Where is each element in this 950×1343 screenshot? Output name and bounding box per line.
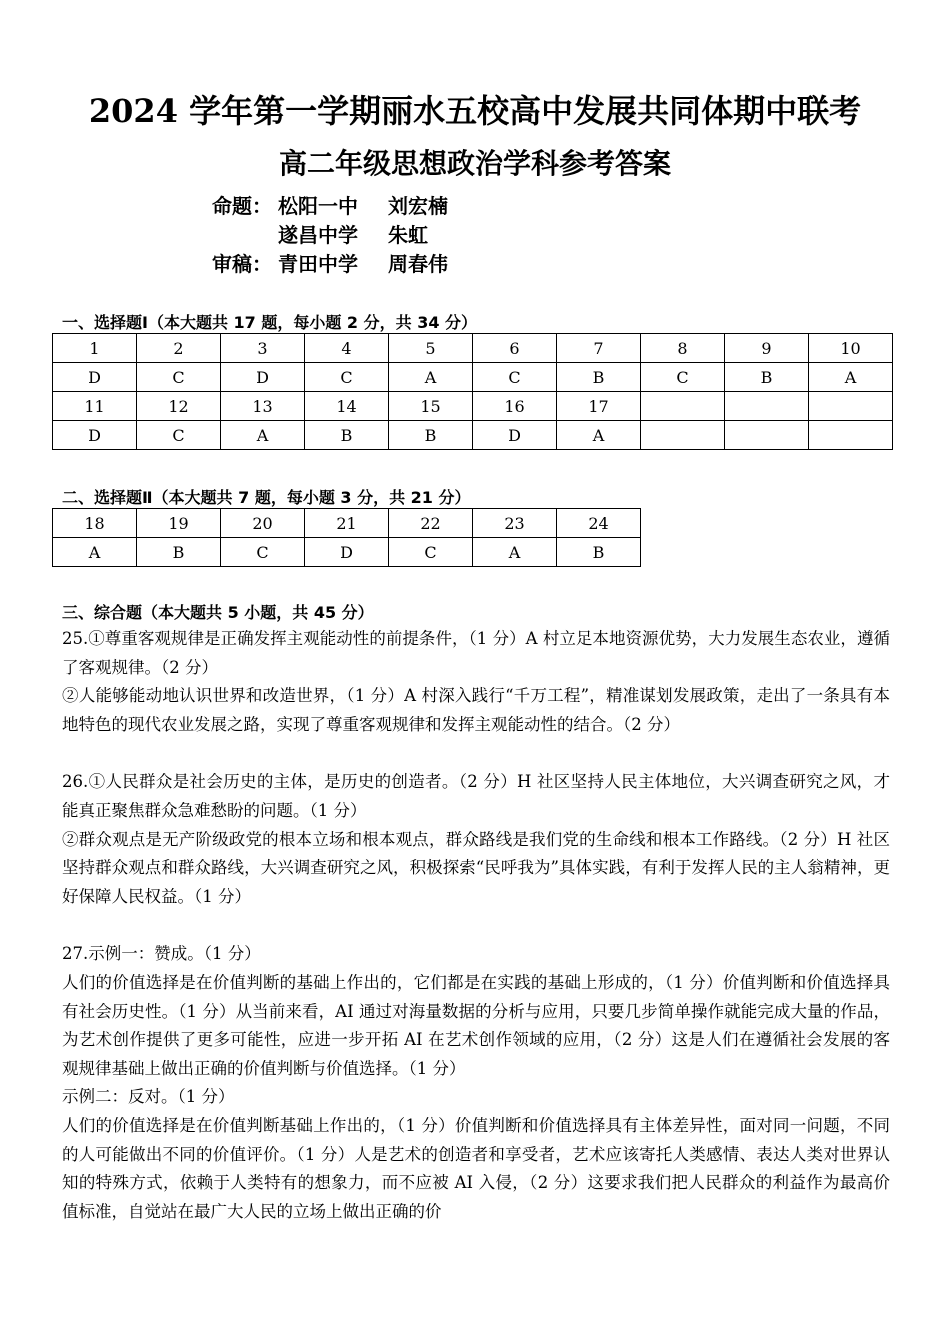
table-cell: 19	[137, 509, 221, 538]
table-cell: A	[389, 363, 473, 392]
table-cell: C	[221, 538, 305, 567]
q27-example-1-stance: 27.示例一：赞成。（1 分）	[62, 944, 261, 964]
table-row	[53, 392, 893, 421]
author-row	[212, 221, 448, 250]
table-row	[53, 363, 893, 392]
table-cell: 18	[53, 509, 137, 538]
table-cell	[641, 392, 725, 421]
table-cell: 17	[557, 392, 641, 421]
section3-heading: 三、综合题（本大题共 5 小题，共 45 分）	[62, 603, 374, 622]
table-cell: A	[557, 421, 641, 450]
table-cell: B	[137, 538, 221, 567]
author-school: 青田中学	[278, 252, 358, 276]
table-cell: 6	[473, 334, 557, 363]
table-cell	[809, 392, 893, 421]
authors-block	[212, 192, 448, 279]
table-cell: D	[53, 363, 137, 392]
q26-point-2: ②群众观点是无产阶级政党的根本立场和根本观点，群众路线是我们党的生命线和根本工作路线。（2 分）H 社区坚持群众观点和群众路线，大兴调查研究之风，积极探索“民呼我为”具体实践，有利于发挥人民的主人翁精神，更好保障人民权益。（1 分）	[62, 829, 890, 906]
table-cell: 3	[221, 334, 305, 363]
page-subtitle: 高二年级思想政治学科参考答案	[278, 147, 671, 180]
q27-example-2-text: 人们的价值选择是在价值判断基础上作出的，（1 分）价值判断和价值选择具有主体差异性，面对同一问题，不同的人可能做出不同的价值评价。（1 分）人是艺术的创造者和享受者，艺术应该寄托人类感情、表达人类对世界认知的特殊方式，依赖于人类特有的想象力，而不应被 AI 入侵，（2 分）这要求我们把人民群众的利益作为最高价值标准，自觉站在最广大人民的立场上做出正确的价	[62, 1115, 890, 1221]
table-cell: 9	[725, 334, 809, 363]
q25-point-1: 25.①尊重客观规律是正确发挥主观能动性的前提条件，（1 分）A 村立足本地资源优势，大力发展生态农业，遵循了客观规律。（2 分）	[62, 629, 890, 677]
table-cell: C	[305, 363, 389, 392]
table-cell: 15	[389, 392, 473, 421]
q27-example-1-text: 人们的价值选择是在价值判断的基础上作出的，它们都是在实践的基础上形成的，（1 分）价值判断和价值选择具有社会历史性。（1 分）从当前来看，AI 通过对海量数据的分析与应用，只要几步简单操作就能完成大量的作品，为艺术创作提供了更多可能性，应进一步开拓 AI 在艺术创作领域的应用，（2 分）这是人们在遵循社会发展的客观规律基础上做出正确的价值判断与价值选择。（1 分）	[62, 972, 890, 1078]
table-cell: 1	[53, 334, 137, 363]
table-cell: 10	[809, 334, 893, 363]
author-row	[212, 250, 448, 279]
author-name: 刘宏楠	[388, 194, 448, 218]
table-cell: B	[305, 421, 389, 450]
table-cell	[641, 421, 725, 450]
table-row	[53, 334, 893, 363]
table-cell: 13	[221, 392, 305, 421]
table-cell: 11	[53, 392, 137, 421]
table-cell: B	[557, 363, 641, 392]
table-cell: A	[473, 538, 557, 567]
q26-point-1: 26.①人民群众是社会历史的主体，是历史的创造者。（2 分）H 社区坚持人民主体地位，大兴调查研究之风，才能真正聚焦群众急难愁盼的问题。（1 分）	[62, 772, 890, 820]
table-cell: 20	[221, 509, 305, 538]
section3-answers	[62, 625, 890, 1226]
table-cell: B	[725, 363, 809, 392]
table-cell: D	[473, 421, 557, 450]
table-cell: A	[809, 363, 893, 392]
section2-answer-table	[52, 508, 641, 567]
table-row	[53, 509, 641, 538]
table-cell: 7	[557, 334, 641, 363]
table-cell: 23	[473, 509, 557, 538]
author-role: 审稿：	[212, 252, 272, 276]
table-cell	[809, 421, 893, 450]
table-cell: C	[641, 363, 725, 392]
table-cell: 21	[305, 509, 389, 538]
author-role	[212, 221, 278, 250]
table-cell: 14	[305, 392, 389, 421]
table-cell: B	[389, 421, 473, 450]
q25-point-2: ②人能够能动地认识世界和改造世界，（1 分）A 村深入践行“千万工程”，精准谋划发展政策，走出了一条具有本地特色的现代农业发展之路，实现了尊重客观规律和发挥主观能动性的结合。（2 分）	[62, 686, 890, 734]
table-cell: 16	[473, 392, 557, 421]
table-cell	[725, 392, 809, 421]
table-cell: D	[305, 538, 389, 567]
table-cell: 12	[137, 392, 221, 421]
table-cell: C	[473, 363, 557, 392]
page-title: 2024 学年第一学期丽水五校高中发展共同体期中联考	[88, 92, 862, 130]
table-cell: 2	[137, 334, 221, 363]
table-cell: D	[221, 363, 305, 392]
section1-answer-table	[52, 333, 893, 450]
table-cell: C	[389, 538, 473, 567]
author-role: 命题：	[212, 194, 272, 218]
table-cell: 8	[641, 334, 725, 363]
section2-heading: 二、选择题Ⅱ（本大题共 7 题，每小题 3 分，共 21 分）	[62, 488, 471, 507]
author-name: 周春伟	[388, 252, 448, 276]
table-cell: A	[221, 421, 305, 450]
author-row	[212, 192, 448, 221]
table-cell: 4	[305, 334, 389, 363]
table-cell: 5	[389, 334, 473, 363]
q27-example-2-stance: 示例二：反对。（1 分）	[62, 1087, 235, 1107]
table-cell: C	[137, 421, 221, 450]
table-row	[53, 538, 641, 567]
author-school: 松阳一中	[278, 194, 358, 218]
table-cell: B	[557, 538, 641, 567]
section1-heading: 一、选择题Ⅰ（本大题共 17 题，每小题 2 分，共 34 分）	[62, 313, 478, 332]
author-name: 朱虹	[388, 223, 428, 247]
table-row	[53, 421, 893, 450]
table-cell: 22	[389, 509, 473, 538]
table-cell: C	[137, 363, 221, 392]
table-cell: A	[53, 538, 137, 567]
table-cell	[725, 421, 809, 450]
table-cell: 24	[557, 509, 641, 538]
table-cell: D	[53, 421, 137, 450]
author-school: 遂昌中学	[278, 223, 358, 247]
